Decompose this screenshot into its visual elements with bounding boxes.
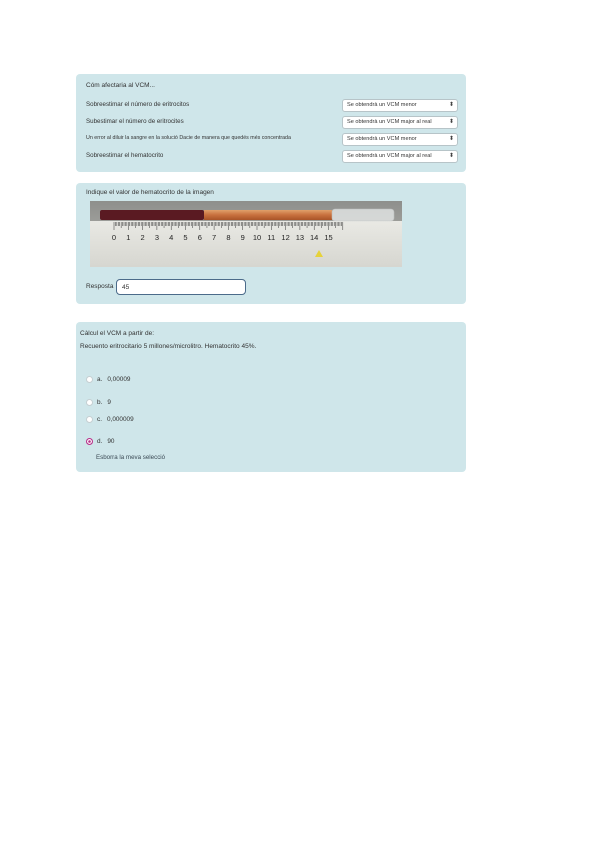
ruler-number: 4 <box>169 233 174 242</box>
select-value: Se obtendrà un VCM menor <box>347 136 417 142</box>
ruler-number: 14 <box>310 233 319 242</box>
select-value: Se obtendrà un VCM menor <box>347 102 417 108</box>
ruler-number: 8 <box>226 233 231 242</box>
radio-button[interactable] <box>86 376 93 383</box>
red-cell-column <box>100 210 204 220</box>
response-label: Resposta <box>86 283 114 290</box>
ruler-number: 13 <box>295 233 305 242</box>
ruler-number: 12 <box>281 233 290 242</box>
answer-option[interactable]: b. 9 <box>86 399 111 406</box>
vcm-calculation-card <box>76 322 466 472</box>
match-row-label: Sobreestimar el número de eritrocitos <box>86 101 190 108</box>
radio-button-checked[interactable] <box>86 438 93 445</box>
ruler-body <box>90 221 402 267</box>
match-row-label: Subestimar el número de eritrocites <box>86 118 184 125</box>
question-data: Recuento eritrocitario 5 millones/microlitro. Hematocrito 45%. <box>80 343 257 350</box>
select-arrow-icon: ⬍ <box>448 102 454 108</box>
question-title: Cóm afectaria al VCM... <box>86 82 155 89</box>
ruler-number: 0 <box>111 233 117 242</box>
ruler-number: 1 <box>126 233 131 242</box>
ruler-number: 6 <box>197 233 202 242</box>
answer-option[interactable]: a. 0,00009 <box>86 376 130 383</box>
select-arrow-icon: ⬍ <box>448 119 454 125</box>
ruler-number: 2 <box>140 233 145 242</box>
ruler-number: 10 <box>252 233 262 242</box>
matching-question-card <box>76 74 466 172</box>
ruler-number: 11 <box>267 233 276 242</box>
ruler-number: 5 <box>183 233 188 242</box>
empty-tube-end <box>332 209 394 221</box>
match-row-label: Un error al diluir la sangre en la solució Dacie de manera que quedés més concentrada <box>86 135 291 141</box>
plasma-column <box>204 210 332 220</box>
response-input[interactable] <box>116 279 246 295</box>
select-value: Se obtendrà un VCM major al real <box>347 153 432 159</box>
ruler-number: 15 <box>324 233 333 242</box>
match-select[interactable] <box>342 116 458 129</box>
select-value: Se obtendrà un VCM major al real <box>347 119 432 125</box>
clear-selection-link[interactable]: Esborra la meva selecció <box>96 454 166 461</box>
select-arrow-icon: ⬍ <box>448 136 454 142</box>
question-title: Càlcul el VCM a partir de: <box>80 330 155 337</box>
match-row-label: Sobreestimar el hematocrito <box>86 152 164 159</box>
hematocrit-question-card <box>76 183 466 304</box>
radio-button[interactable] <box>86 416 93 423</box>
select-arrow-icon: ⬍ <box>448 153 454 159</box>
hematocrit-tube-image <box>90 201 402 267</box>
question-title: Indique el valor de hematocrito de la imagen <box>86 189 214 196</box>
match-select[interactable] <box>342 99 458 112</box>
match-select[interactable] <box>342 150 458 163</box>
ruler-number: 7 <box>212 233 217 242</box>
ruler-number: 9 <box>240 233 245 242</box>
answer-option-selected[interactable]: d. 90 <box>86 438 114 445</box>
match-select[interactable] <box>342 133 458 146</box>
answer-option[interactable]: c. 0,000009 <box>86 416 134 423</box>
ruler-number: 3 <box>154 233 159 242</box>
radio-button[interactable] <box>86 399 93 406</box>
